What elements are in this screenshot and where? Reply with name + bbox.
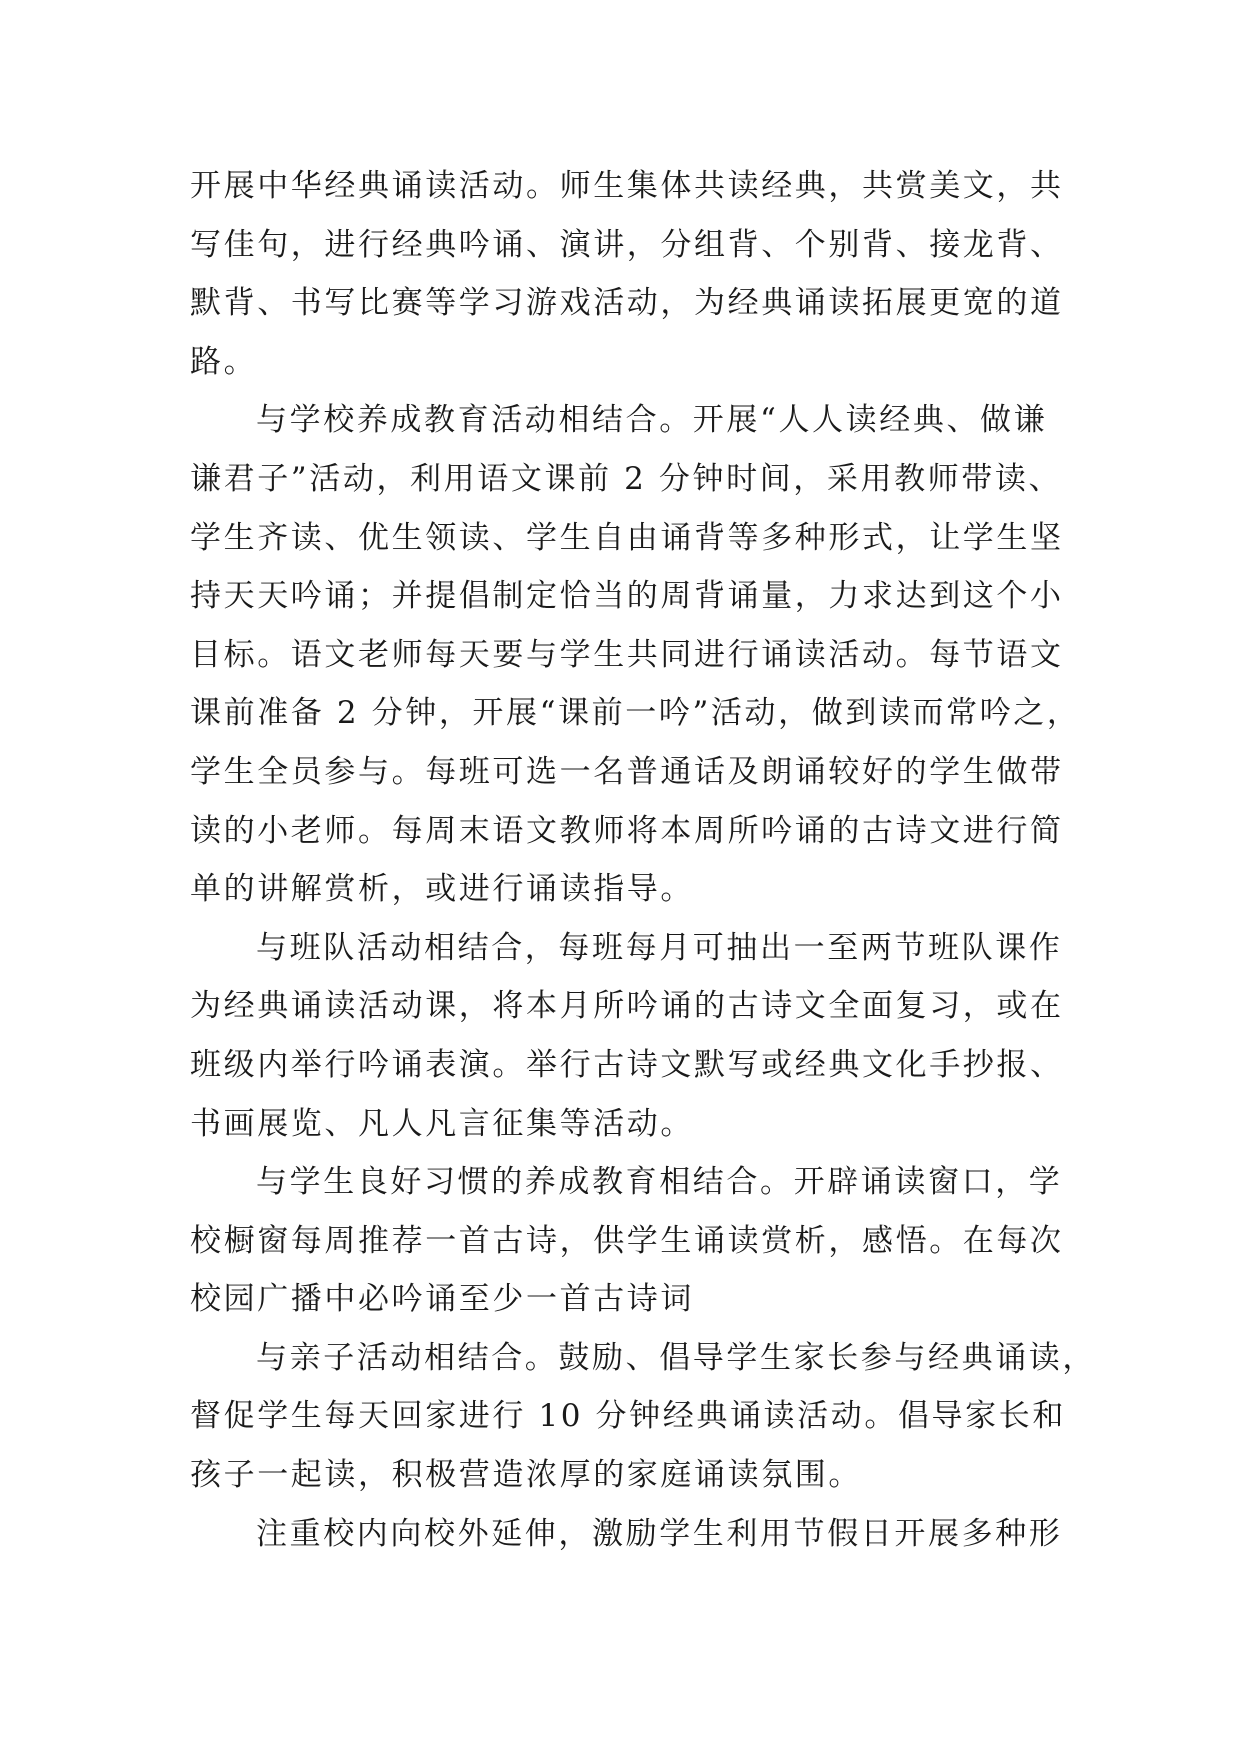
paragraph [190,1329,1096,1505]
text-line: 与亲子活动相结合。鼓励、倡导学生家长参与经典诵读， [256,1339,1096,1376]
text-line: 写佳句，进行经典吟诵、演讲，分组背、个别背、接龙背、 [190,226,1064,263]
text-line: 注重校内向校外延伸，激励学生利用节假日开展多种形 [256,1515,1063,1552]
text-line: 持天天吟诵；并提倡制定恰当的周背诵量，力求达到这个小 [190,578,1064,615]
text-line: 督促学生每天回家进行 10 分钟经典诵读活动。倡导家长和 [190,1398,1066,1435]
document-body [190,157,1096,1563]
text-line: 孩子一起读，积极营造浓厚的家庭诵读氛围。 [190,1457,862,1494]
text-line: 书画展览、凡人凡言征集等活动。 [190,1105,694,1142]
text-line: 与学校养成教育活动相结合。开展“人人读经典、做谦 [256,402,1048,439]
text-line: 学生全员参与。每班可选一名普通话及朗诵较好的学生做带 [190,753,1064,790]
text-line: 读的小老师。每周末语文教师将本周所吟诵的古诗文进行简 [190,812,1064,849]
text-line: 默背、书写比赛等学习游戏活动，为经典诵读拓展更宽的道 [190,285,1064,322]
text-line: 单的讲解赏析，或进行诵读指导。 [190,871,694,908]
paragraph [190,1505,1070,1564]
text-line: 与学生良好习惯的养成教育相结合。开辟诵读窗口，学 [256,1164,1063,1201]
text-line: 校园广播中必吟诵至少一首古诗词 [190,1281,694,1318]
text-line: 学生齐读、优生领读、学生自由诵背等多种形式，让学生坚 [190,519,1064,556]
paragraph [190,157,1070,391]
text-line: 校橱窗每周推荐一首古诗，供学生诵读赏析，感悟。在每次 [190,1222,1064,1259]
text-line: 开展中华经典诵读活动。师生集体共读经典，共赏美文，共 [190,168,1064,204]
text-line: 班级内举行吟诵表演。举行古诗文默写或经典文化手抄报、 [190,1046,1064,1083]
text-line: 课前准备 2 分钟，开展“课前一吟”活动，做到读而常吟之， [190,695,1081,732]
paragraph [190,391,1081,918]
text-line: 与班队活动相结合，每班每月可抽出一至两节班队课作 [256,929,1063,966]
text-line: 为经典诵读活动课，将本月所吟诵的古诗文全面复习，或在 [190,988,1064,1025]
paragraph [190,919,1070,1153]
text-line: 谦君子”活动，利用语文课前 2 分钟时间，采用教师带读、 [190,460,1063,497]
text-line: 路。 [190,343,258,380]
text-line: 目标。语文老师每天要与学生共同进行诵读活动。每节语文 [190,636,1064,673]
paragraph [190,1153,1070,1329]
